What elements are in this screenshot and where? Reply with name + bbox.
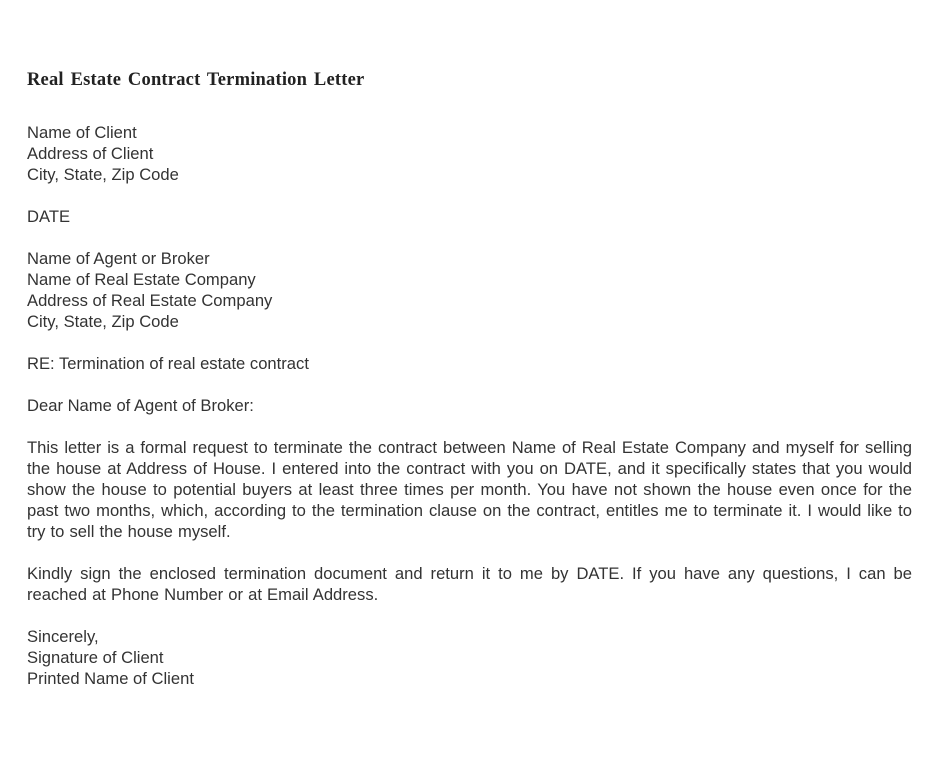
letter-date: DATE (27, 207, 71, 226)
client-address: Address of Client (27, 144, 154, 163)
body-paragraph-1: This letter is a formal request to terminate the contract between Name of Real Estate Company and myself for selling the house at Address of House. I entered into the contract with you on DATE, and it specifically states that you would show the house to potential buyers at least three times per month. You have not shown the house even once for the past two months, which, according to the termination clause on the contract, entitles me to terminate it. I would like to try to sell the house myself. (27, 438, 912, 541)
subject-line: RE: Termination of real estate contract (27, 354, 309, 373)
printed-name-line: Printed Name of Client (27, 669, 194, 688)
recipient-company-address: Address of Real Estate Company (27, 291, 273, 310)
closing-salutation: Sincerely, (27, 627, 99, 646)
recipient-city-state-zip: City, State, Zip Code (27, 312, 179, 331)
recipient-company: Name of Real Estate Company (27, 270, 256, 289)
recipient-name: Name of Agent or Broker (27, 249, 210, 268)
letter-title: Real Estate Contract Termination Letter (27, 70, 365, 90)
salutation: Dear Name of Agent of Broker: (27, 396, 254, 415)
client-city-state-zip: City, State, Zip Code (27, 165, 179, 184)
signature-line: Signature of Client (27, 648, 164, 667)
body-paragraph-2: Kindly sign the enclosed termination document and return it to me by DATE. If you have any questions, I can be reached at Phone Number or at Email Address. (27, 564, 912, 604)
closing-block (27, 626, 912, 689)
client-address-block (27, 122, 912, 185)
client-name: Name of Client (27, 123, 137, 142)
recipient-address-block (27, 248, 912, 332)
letter-document (27, 69, 912, 710)
